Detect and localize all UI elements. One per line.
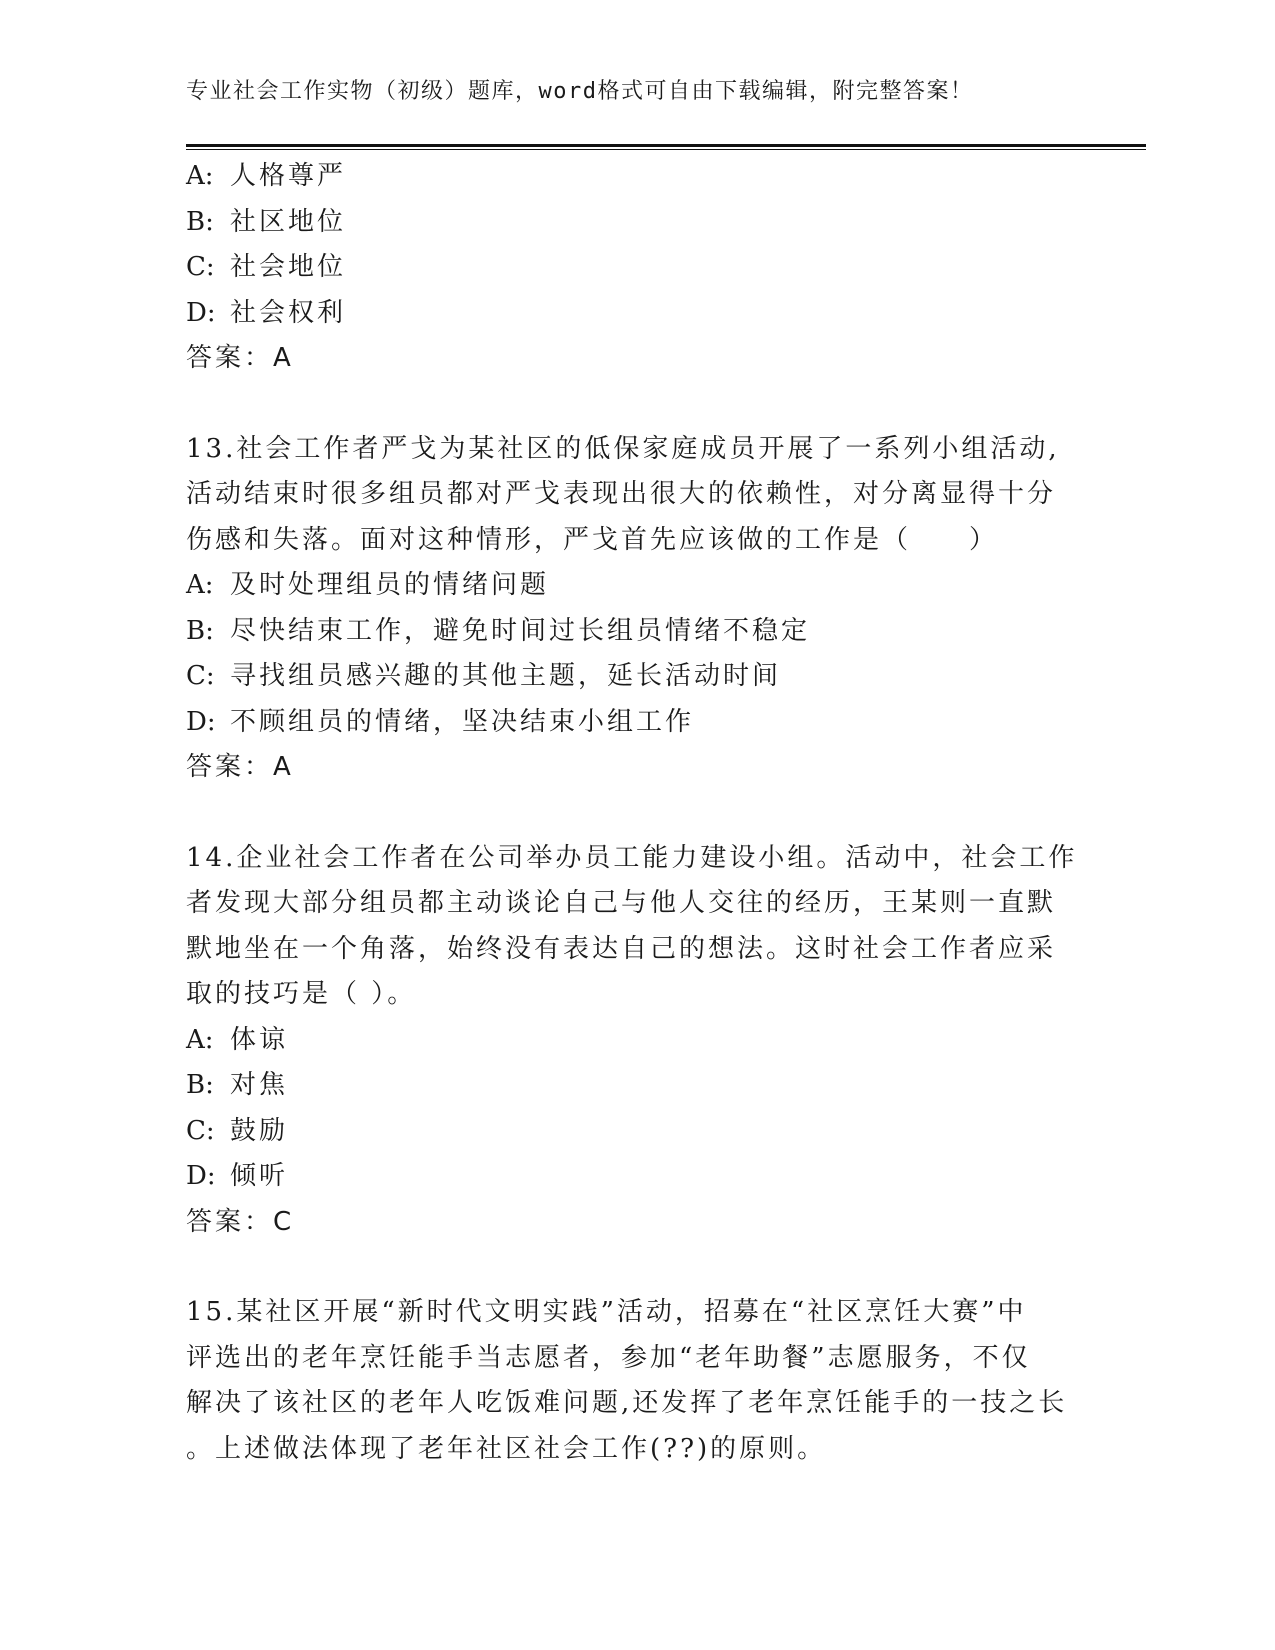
question-text-line: 13.社会工作者严戈为某社区的低保家庭成员开展了一系列小组活动, bbox=[186, 433, 1060, 464]
option-letter: B: bbox=[186, 206, 214, 237]
question-15 bbox=[186, 1290, 1076, 1472]
option-letter: D: bbox=[186, 297, 216, 328]
option-text: 社会地位 bbox=[230, 252, 347, 282]
question-text-line: 15.某社区开展“新时代文明实践”活动，招募在“社区烹饪大赛”中 bbox=[186, 1297, 1027, 1327]
option-c bbox=[186, 245, 1076, 291]
answer-13: 答案：A bbox=[186, 752, 294, 782]
option-d bbox=[186, 1154, 1076, 1200]
answer-12: 答案：A bbox=[186, 343, 294, 373]
question-text-line: 。上述做法体现了老年社区社会工作(??)的原则。 bbox=[186, 1433, 827, 1464]
option-text: 对焦 bbox=[230, 1070, 289, 1100]
option-d bbox=[186, 700, 1076, 746]
page-header: 专业社会工作实物（初级）题库，word格式可自由下载编辑，附完整答案！ bbox=[186, 79, 974, 104]
option-letter: D: bbox=[186, 706, 216, 737]
option-text: 鼓励 bbox=[230, 1115, 289, 1146]
question-text-line: 评选出的老年烹饪能手当志愿者，参加“老年助餐”志愿服务，不仅 bbox=[186, 1342, 1031, 1373]
option-letter: A: bbox=[186, 161, 214, 191]
question-text-line: 取的技巧是（ ）。 bbox=[186, 979, 417, 1009]
question-text-line: 伤感和失落。面对这种情形，严戈首先应该做的工作是（ ） bbox=[186, 524, 999, 555]
option-text: 社区地位 bbox=[230, 206, 347, 237]
option-b bbox=[186, 200, 1076, 246]
option-letter: A: bbox=[186, 570, 214, 600]
option-b bbox=[186, 1063, 1076, 1109]
option-text: 及时处理组员的情绪问题 bbox=[230, 570, 550, 600]
question-13 bbox=[186, 427, 1076, 791]
question-text-line: 解决了该社区的老年人吃饭难问题,还发挥了老年烹饪能手的一技之长 bbox=[186, 1388, 1068, 1418]
question-12-options bbox=[186, 154, 1076, 382]
option-letter: C: bbox=[186, 1115, 215, 1146]
option-letter: C: bbox=[186, 252, 215, 282]
option-letter: B: bbox=[186, 1070, 214, 1100]
option-letter: C: bbox=[186, 661, 215, 691]
option-a bbox=[186, 563, 1076, 609]
option-text: 寻找组员感兴趣的其他主题，延长活动时间 bbox=[230, 661, 782, 691]
question-text-line: 默地坐在一个角落，始终没有表达自己的想法。这时社会工作者应采 bbox=[186, 933, 1057, 964]
spacer bbox=[186, 382, 1076, 427]
question-text-line: 者发现大部分组员都主动谈论自己与他人交往的经历，王某则一直默 bbox=[186, 888, 1057, 918]
option-letter: D: bbox=[186, 1161, 216, 1191]
option-text: 不顾组员的情绪，坚决结束小组工作 bbox=[230, 706, 695, 737]
option-b bbox=[186, 609, 1076, 655]
option-d bbox=[186, 291, 1076, 337]
spacer bbox=[186, 1245, 1076, 1290]
option-text: 人格尊严 bbox=[230, 161, 347, 191]
option-a bbox=[186, 154, 1076, 200]
question-text-line: 14.企业社会工作者在公司举办员工能力建设小组。活动中，社会工作 bbox=[186, 842, 1078, 873]
spacer bbox=[186, 791, 1076, 836]
option-text: 尽快结束工作，避免时间过长组员情绪不稳定 bbox=[230, 615, 811, 646]
answer-14: 答案：C bbox=[186, 1206, 295, 1237]
option-text: 体谅 bbox=[230, 1024, 289, 1055]
option-c bbox=[186, 654, 1076, 700]
option-a bbox=[186, 1018, 1076, 1064]
document-body bbox=[186, 154, 1076, 1472]
option-letter: A: bbox=[186, 1024, 214, 1055]
header-rule-thin bbox=[186, 149, 1146, 150]
question-14 bbox=[186, 836, 1076, 1246]
header-rule-thick bbox=[186, 144, 1146, 147]
option-letter: B: bbox=[186, 615, 214, 646]
option-text: 社会权利 bbox=[230, 297, 347, 328]
question-text-line: 活动结束时很多组员都对严戈表现出很大的依赖性，对分离显得十分 bbox=[186, 479, 1057, 509]
option-text: 倾听 bbox=[230, 1161, 289, 1191]
option-c bbox=[186, 1109, 1076, 1155]
